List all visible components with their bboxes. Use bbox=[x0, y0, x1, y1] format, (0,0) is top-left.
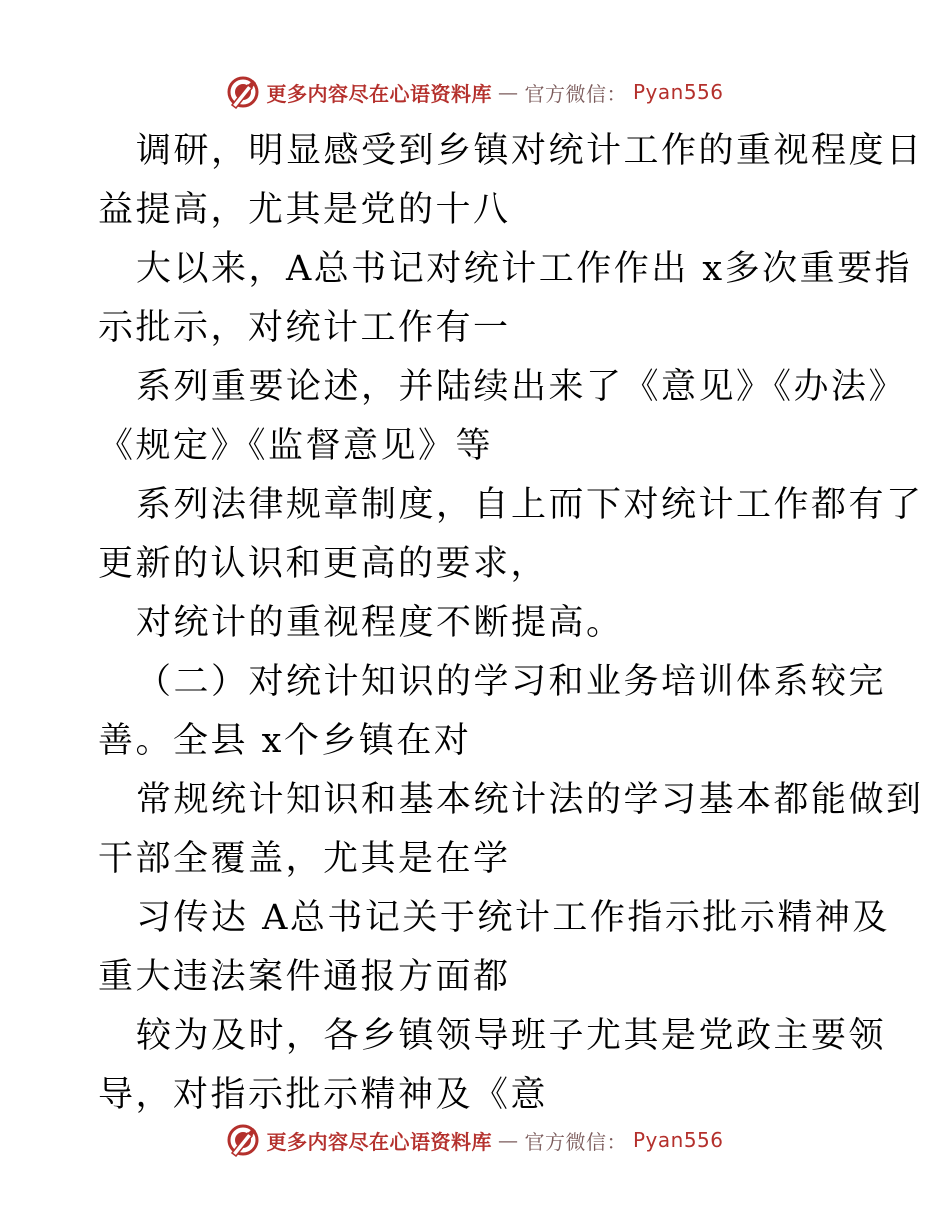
document-body bbox=[98, 122, 924, 1125]
text-line: 更新的认识和更高的要求， bbox=[98, 544, 549, 584]
footer-banner bbox=[0, 1120, 950, 1160]
text-line: 重大违法案件通报方面都 bbox=[98, 957, 511, 997]
header-banner-wechat-label: 官方微信： bbox=[524, 81, 627, 106]
text-line: 善。全县 x个乡镇在对 bbox=[98, 721, 472, 761]
text-line: 示批示，对统计工作有一 bbox=[98, 308, 511, 348]
text-line: 调研，明显感受到乡镇对统计工作的重视程度日 bbox=[136, 131, 924, 171]
header-banner-separator: — bbox=[497, 80, 519, 104]
text-line: 习传达 A总书记关于统计工作指示批示精神及 bbox=[136, 898, 890, 938]
footer-banner-separator: — bbox=[497, 1128, 519, 1152]
text-line: 常规统计知识和基本统计法的学习基本都能做到 bbox=[136, 780, 924, 820]
text-line: 益提高，尤其是党的十八 bbox=[98, 190, 511, 230]
header-banner-content bbox=[226, 75, 723, 109]
text-line: 较为及时，各乡镇领导班子尤其是党政主要领 bbox=[136, 1016, 887, 1056]
text-line: （二）对统计知识的学习和业务培训体系较完 bbox=[136, 662, 887, 702]
header-banner bbox=[0, 72, 950, 112]
header-banner-title: 更多内容尽在心语资料库 bbox=[266, 81, 492, 106]
text-line: 《规定》《监督意见》等 bbox=[98, 426, 494, 466]
header-banner-wechat-id: Pyan556 bbox=[632, 80, 724, 104]
text-line: 干部全覆盖，尤其是在学 bbox=[98, 839, 511, 879]
text-line: 系列法律规章制度，自上而下对统计工作都有了 bbox=[136, 485, 924, 525]
pen-seal-icon bbox=[226, 1123, 260, 1157]
footer-banner-wechat-label: 官方微信： bbox=[524, 1129, 627, 1154]
pen-seal-icon bbox=[226, 75, 260, 109]
text-line: 导，对指示批示精神及《意 bbox=[98, 1075, 549, 1115]
footer-banner-content bbox=[226, 1123, 723, 1157]
text-line: 大以来，A总书记对统计工作作出 x多次重要指 bbox=[136, 249, 913, 289]
text-line: 系列重要论述，并陆续出来了《意见》《办法》 bbox=[136, 367, 907, 407]
text-line: 对统计的重视程度不断提高。 bbox=[136, 603, 624, 643]
footer-banner-title: 更多内容尽在心语资料库 bbox=[266, 1129, 492, 1154]
footer-banner-wechat-id: Pyan556 bbox=[632, 1128, 724, 1152]
